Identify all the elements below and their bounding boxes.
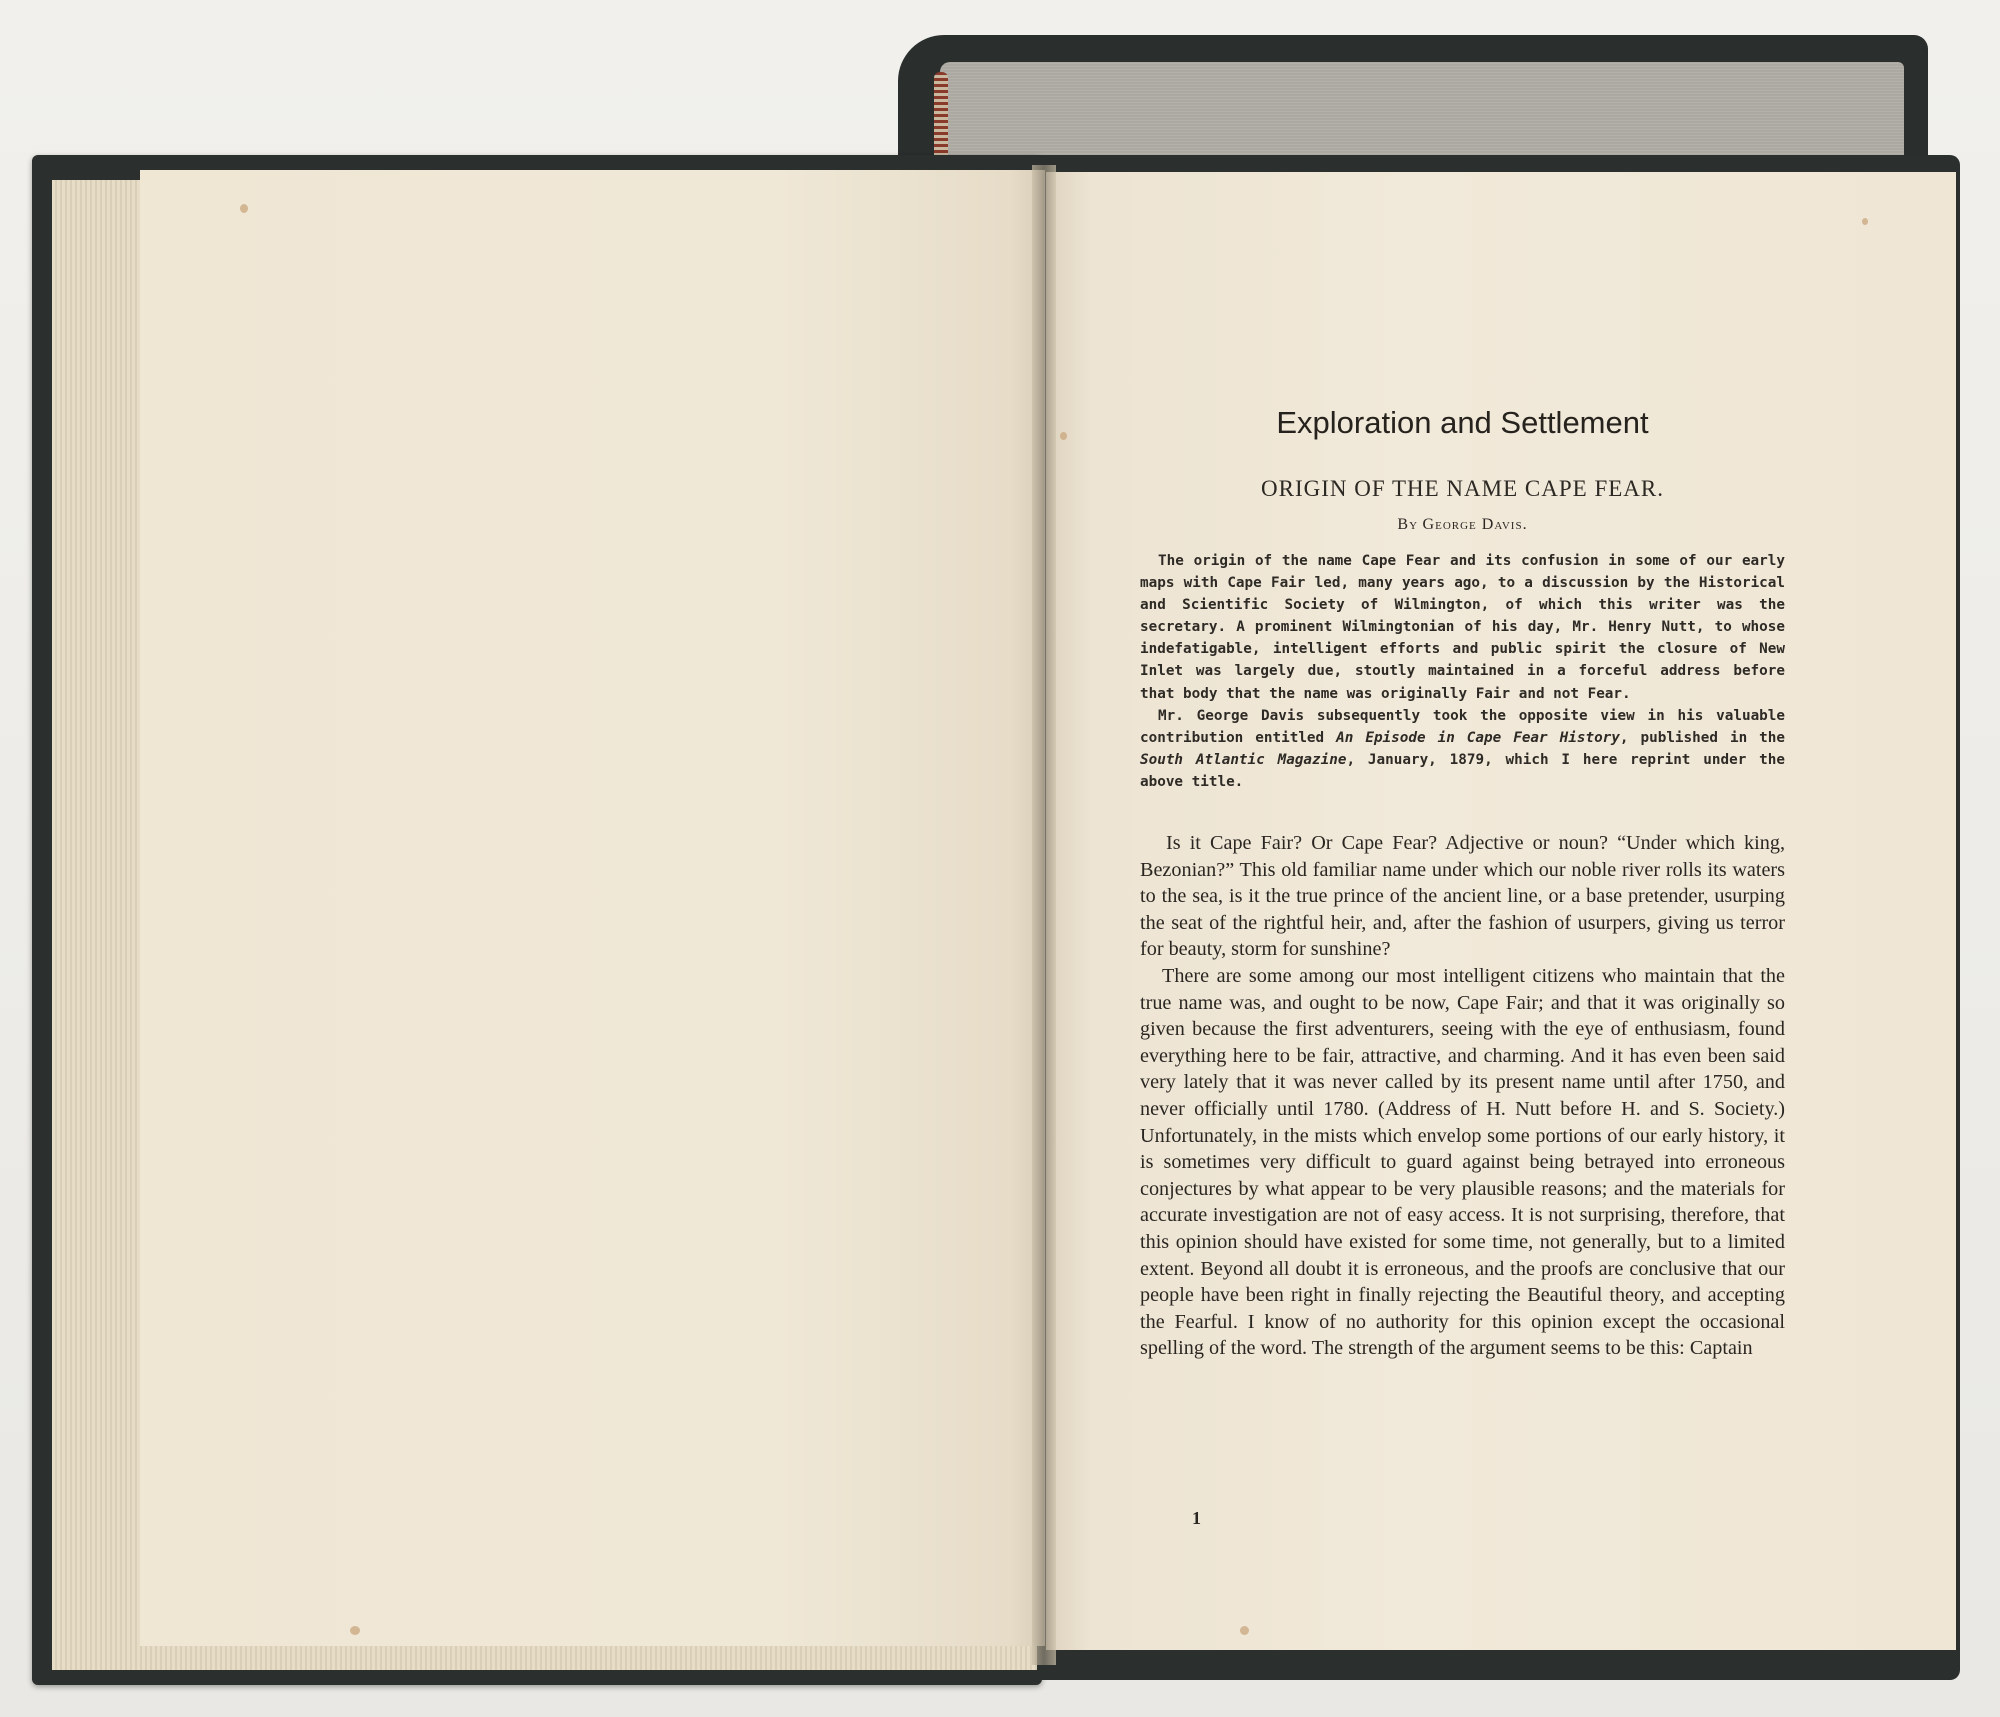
section-title: ORIGIN OF THE NAME CAPE FEAR. — [1261, 476, 1664, 501]
intro-text: Mr. George Davis subsequently took the opposite view in his valuable contribution entitled — [1140, 707, 1785, 746]
body-paragraph: Is it Cape Fair? Or Cape Fear? Adjective or noun? “Under which king, Bezonian?” This old familiar name under which our noble river rolls its waters to the sea, is it the true prince of the ancient line, or a base pretender, usurping the seat of the rightful heir, and, after the fashion of usurpers, giving us terror for beauty, storm for sunshine? — [1140, 832, 1785, 961]
intro-text: , January, 1879, which I here reprint under the above title. — [1140, 751, 1785, 790]
body-paragraph: There are some among our most intelligent citizens who maintain that the true name was, and ought to be now, Cape Fair; and that it was originally so given because the first adventurers, seeing with the eye of enthusiasm, found everything here to be fair, attractive, and charming. And it has even been said very lately that it was never called by its present name until after 1750, and never officially until 1780. (Address of H. Nutt before H. and S. Society.) Unfortunately, in the mists which envelop some portions of our early history, it is sometimes very difficult to guard against being betrayed into erroneous conjectures by what appear to be very plausible reasons; and the materials for accurate investigation are not of easy access. It is not surprising, therefore, that this opinion should have existed for some time, not generally, but to a limited extent. Beyond all doubt it is erroneous, and the proofs are conclusive that our people have been right in finally rejecting the Beautiful theory, and accepting the Fearful. I know of no authority for this opinion except the occasional spelling of the word. The strength of the argument seems to be this: Captain — [1140, 964, 1785, 1360]
work-title: An Episode in Cape Fear History — [1336, 729, 1620, 746]
intro-paragraph — [1140, 705, 1785, 793]
foxing-spot — [1060, 432, 1067, 440]
headband — [934, 72, 948, 162]
intro-text: , published in the — [1619, 729, 1785, 746]
byline-prefix: By — [1397, 516, 1419, 533]
book-gutter — [1032, 165, 1056, 1665]
byline — [1140, 516, 1785, 534]
foxing-spot — [350, 1626, 360, 1635]
editor-introduction — [1140, 550, 1785, 793]
left-page-blank — [140, 170, 1045, 1646]
work-title: South Atlantic Magazine — [1140, 751, 1347, 768]
page-number: 1 — [1192, 1508, 1201, 1528]
article-body — [1140, 830, 1785, 1362]
byline-author: George Davis. — [1422, 516, 1528, 533]
foxing-spot — [1862, 218, 1868, 225]
foxing-spot — [240, 204, 248, 213]
intro-paragraph: The origin of the name Cape Fear and its confusion in some of our early maps with Cape Fair led, many years ago, to a discussion by the Historical and Scientific Society of Wilmington, of which this writer was the secretary. A prominent Wilmingtonian of his day, Mr. Henry Nutt, to whose indefatigable, intelligent efforts and public spirit the closure of New Inlet was largely due, stoutly maintained in a forceful address before that body that the name was originally Fair and not Fear. — [1140, 553, 1785, 702]
foxing-spot — [1240, 1626, 1249, 1635]
page-title: Exploration and Settlement — [1276, 405, 1649, 440]
